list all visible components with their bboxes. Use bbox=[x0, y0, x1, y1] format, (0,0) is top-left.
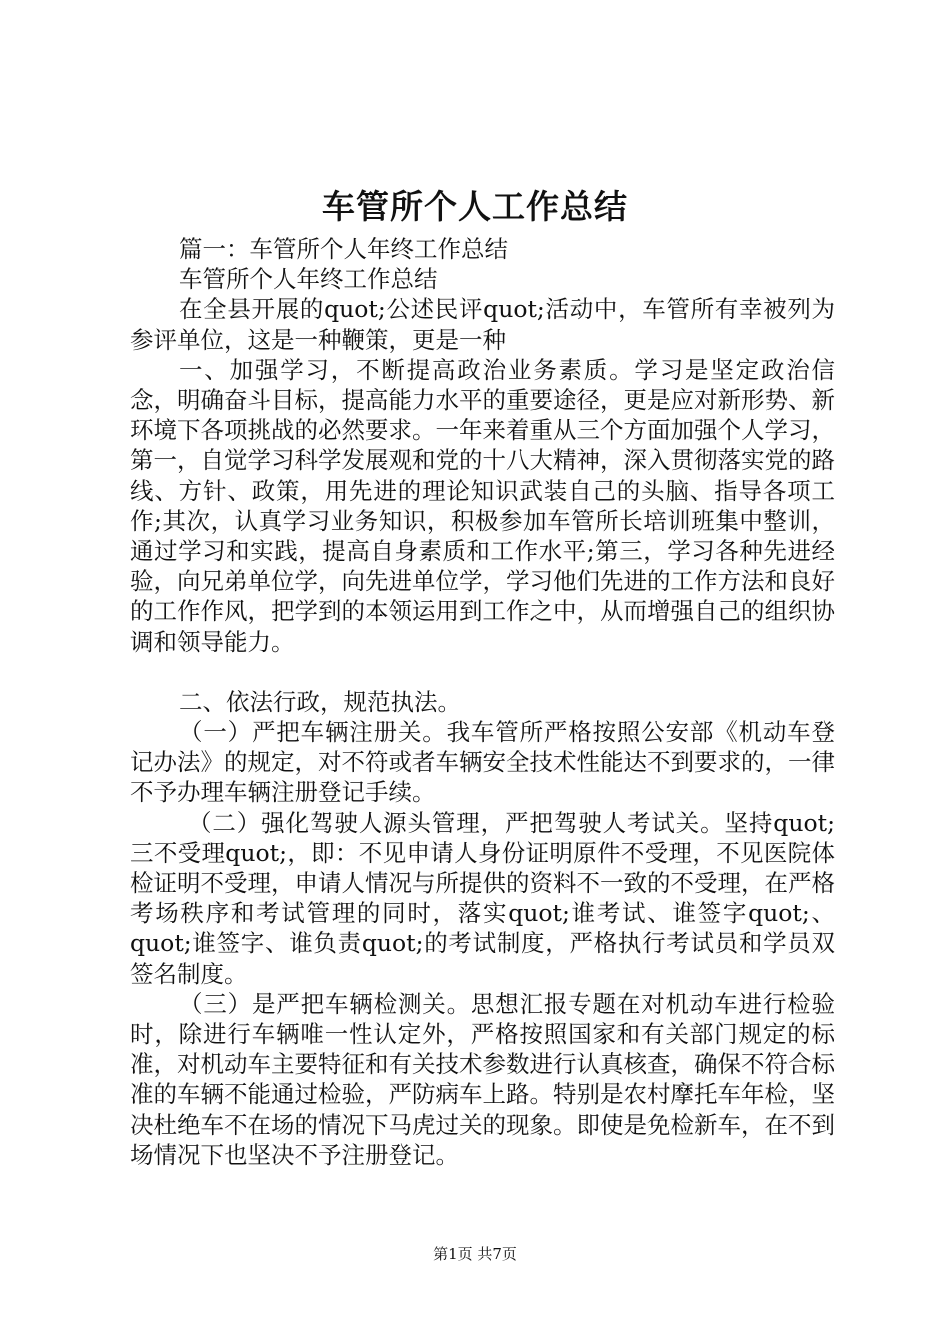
paragraph-spacer bbox=[130, 657, 835, 687]
paragraph-registration: （一）严把车辆注册关。我车管所严格按照公安部《机动车登记办法》的规定，对不符或者车辆安全技术性能达不到要求的，一律不予办理车辆注册登记手续。 bbox=[130, 718, 835, 807]
subheading: 车管所个人年终工作总结 bbox=[179, 265, 438, 294]
page-footer: 第1页 共7页 bbox=[433, 1245, 517, 1263]
section-heading-2: 二、依法行政，规范执法。 bbox=[179, 687, 461, 716]
document-title: 车管所个人工作总结 bbox=[322, 187, 628, 226]
paragraph-study: 一、加强学习，不断提高政治业务素质。学习是坚定政治信念，明确奋斗目标，提高能力水平的重要途径，更是应对新形势、新环境下各项挑战的必然要求。一年来着重从三个方面加强个人学习，第一，自觉学习科学发展观和党的十八大精神，深入贯彻落实党的路线、方针、政策，用先进的理论知识武装自己的头脑、指导各项工作;其次，认真学习业务知识，积极参加车管所长培训班集中整训，通过学习和实践，提高自身素质和工作水平;第三，学习各种先进经验，向兄弟单位学，向先进单位学，学习他们先进的工作方法和良好的工作作风，把学到的本领运用到工作之中，从而增强自己的组织协调和领导能力。 bbox=[130, 355, 835, 656]
section-heading-1: 篇一：车管所个人年终工作总结 bbox=[179, 235, 508, 263]
document-body bbox=[130, 234, 835, 1170]
paragraph-driver-exam: （二）强化驾驶人源头管理，严把驾驶人考试关。坚持quot;三不受理quot;，即：不见申请人身份证明原件不受理，不见医院体检证明不受理，申请人情况与所提供的资料不一致的不受理，在严格考场秩序和考试管理的同时，落实quot;谁考试、谁签字quot;、quot;谁签字、谁负责quot;的考试制度，严格执行考试员和学员双签名制度。 bbox=[130, 808, 835, 988]
paragraph-vehicle-inspection: （三）是严把车辆检测关。思想汇报专题在对机动车进行检验时，除进行车辆唯一性认定外，严格按照国家和有关部门规定的标准，对机动车主要特征和有关技术参数进行认真核查，确保不符合标准的车辆不能通过检验，严防病车上路。特别是农村摩托车年检，坚决杜绝车不在场的情况下马虎过关的现象。即使是免检新车，在不到场情况下也坚决不予注册登记。 bbox=[130, 989, 835, 1169]
intro-paragraph: 在全县开展的quot;公述民评quot;活动中，车管所有幸被列为参评单位，这是一种鞭策，更是一种 bbox=[130, 295, 835, 354]
